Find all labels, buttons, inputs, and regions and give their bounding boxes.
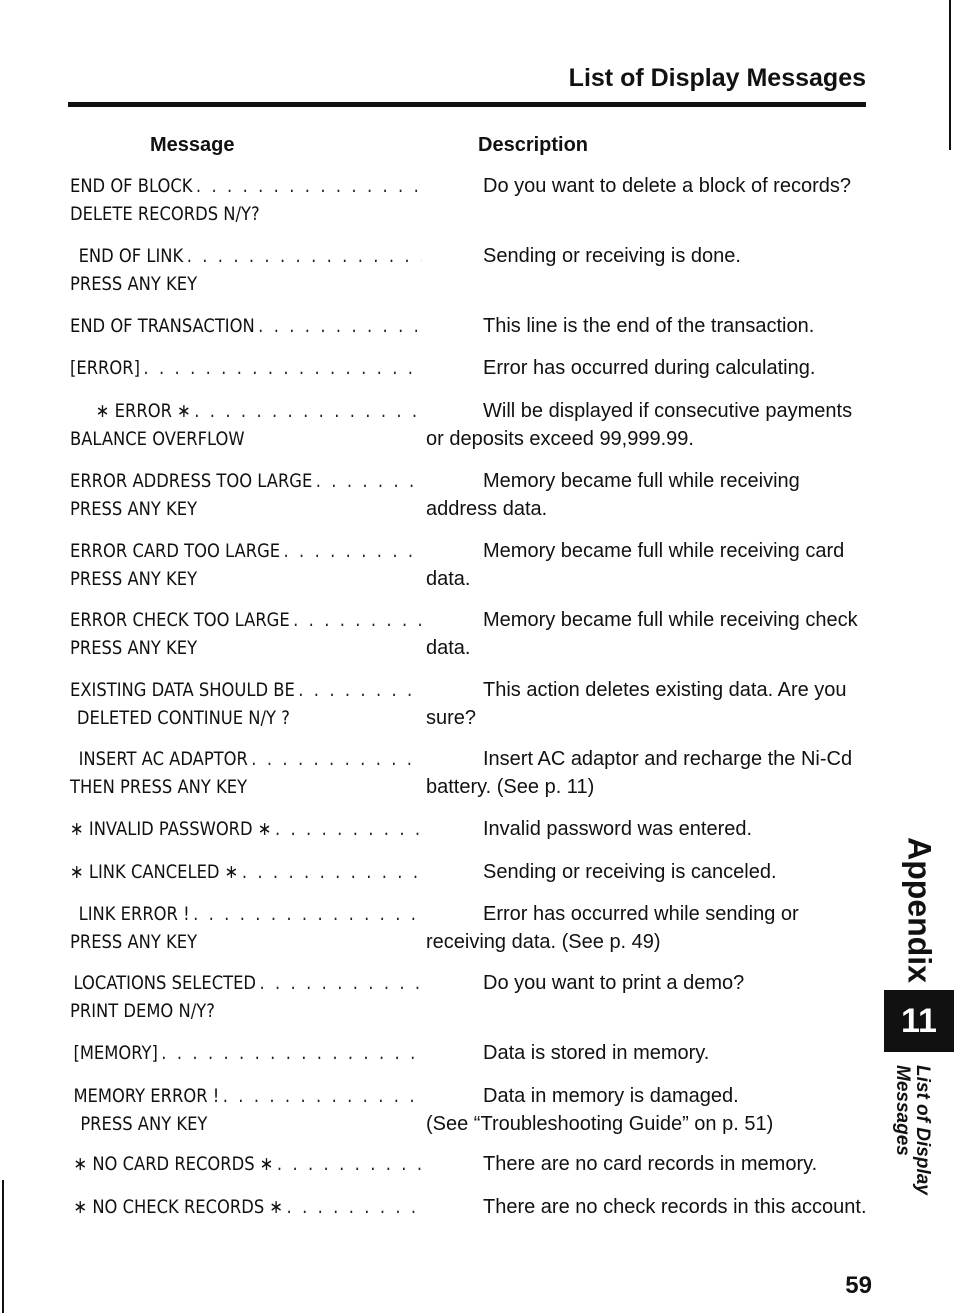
message-code [70,748,422,770]
message-description: Memory became full while receiving card [483,540,845,562]
page-number: 59 [845,1272,872,1299]
message-entry-line [70,1196,890,1224]
message-entry [70,357,890,385]
message-code [70,470,422,492]
message-entry [70,400,890,456]
message-code-continued [70,1000,422,1022]
message-entry-line [70,931,890,959]
message-entry-line [70,1000,890,1028]
title-rule [68,102,866,107]
message-entry-line [70,748,890,776]
message-code-text: INSERT AC ADAPTOR [78,748,248,770]
message-code-text: PRESS ANY KEY [70,273,198,295]
message-description: Error has occurred while sending or [483,903,799,925]
side-section-title-line: Messages [892,1065,913,1156]
side-section-label: Appendix [901,837,938,983]
message-code-text: BALANCE OVERFLOW [70,428,245,450]
message-entry-line [70,707,890,735]
message-description-continued: receiving data. (See p. 49) [426,931,661,953]
message-code-text: LINK ERROR ! [78,903,190,925]
message-description: Memory became full while receiving [483,470,800,492]
message-code-continued [70,428,422,450]
chapter-tab: 11 [884,990,954,1052]
message-entry-line [70,540,890,568]
message-entry [70,748,890,804]
message-entry-line [70,609,890,637]
message-description: Data is stored in memory. [483,1042,710,1064]
message-description-continued: address data. [426,498,548,520]
message-description: There are no card records in memory. [483,1153,818,1175]
message-entry-line [70,637,890,665]
message-code [70,175,422,197]
message-code-continued [70,776,422,798]
message-code [70,315,422,337]
message-description: This action deletes existing data. Are you [483,679,847,701]
message-entry [70,972,890,1028]
message-code-text: DELETE RECORDS N/Y? [70,203,260,225]
column-header-description: Description [478,134,589,156]
message-code [70,540,422,562]
message-code-text: END OF BLOCK [70,175,193,197]
message-code [70,1042,422,1064]
message-code-text: ∗ LINK CANCELED ∗ [70,861,239,883]
page-title: List of Display Messages [568,64,866,92]
message-entry [70,903,890,959]
message-code-text: THEN PRESS ANY KEY [70,776,248,798]
message-entry-line [70,498,890,526]
message-entry-line [70,428,890,456]
message-entry [70,609,890,665]
message-entry [70,861,890,889]
message-entry [70,679,890,735]
leader-dots [251,748,421,770]
message-description-continued: sure? [426,707,477,729]
message-description: Will be displayed if consecutive payments [483,400,853,422]
message-entry-line [70,203,890,231]
message-code-text: PRESS ANY KEY [70,568,198,590]
message-description: Do you want to print a demo? [483,972,745,994]
message-entry-line [70,972,890,1000]
message-description: This line is the end of the transaction. [483,315,815,337]
message-entry [70,1153,890,1181]
message-entry [70,315,890,343]
leader-dots [161,1042,421,1064]
message-entry-line [70,776,890,804]
message-code-text: ERROR ADDRESS TOO LARGE [70,470,313,492]
message-code-text: MEMORY ERROR ! [73,1085,220,1107]
message-entry-line [70,315,890,343]
message-description: Sending or receiving is done. [483,245,741,267]
message-code [70,1196,422,1218]
message-code [70,609,422,631]
message-entry-line [70,903,890,931]
leader-dots [193,903,422,925]
leader-dots [196,175,422,197]
message-entry [70,818,890,846]
message-entry [70,175,890,231]
message-code-text: LOCATIONS SELECTED [73,972,257,994]
message-entry-line [70,357,890,385]
message-code-continued [70,931,422,953]
message-entry [70,1042,890,1070]
message-code-text: ∗ ERROR ∗ [95,400,191,422]
message-entry [70,1085,890,1141]
message-description: There are no check records in this account. [483,1196,867,1218]
message-description-continued: or deposits exceed 99,999.99. [426,428,694,450]
scan-edge-line [2,1180,4,1313]
message-code [70,818,422,840]
leader-dots [283,540,421,562]
message-entry-line [70,175,890,203]
leader-dots [298,679,422,701]
side-section-title [892,1065,932,1215]
message-code-text: PRESS ANY KEY [70,498,198,520]
message-code [70,357,422,379]
message-code-text: PRINT DEMO N/Y? [70,1000,215,1022]
message-description-continued: battery. (See p. 11) [426,776,595,798]
message-entry-line [70,273,890,301]
message-description: Do you want to delete a block of records? [483,175,851,197]
leader-dots [187,245,422,267]
leader-dots [242,861,422,883]
message-code-continued [70,273,422,295]
message-entry-line [70,1042,890,1070]
message-code-text: PRESS ANY KEY [80,1113,208,1135]
message-code [70,861,422,883]
message-description-continued: data. [426,637,471,659]
leader-dots [194,400,421,422]
message-code-text: PRESS ANY KEY [70,931,198,953]
message-entry-line [70,400,890,428]
message-code [70,679,422,701]
message-code [70,903,422,925]
message-code-text: [MEMORY] [73,1042,158,1064]
leader-dots [143,357,421,379]
message-code-text: ERROR CARD TOO LARGE [70,540,281,562]
message-entry-line [70,470,890,498]
column-header-message: Message [150,134,235,156]
side-section-title-line: List of Display [912,1065,933,1195]
message-description: Sending or receiving is canceled. [483,861,777,883]
message-code-continued [70,637,422,659]
message-code-text: END OF TRANSACTION [70,315,255,337]
message-description: Memory became full while receiving check [483,609,858,631]
message-entry-line [70,1113,890,1141]
message-entry-line [70,1153,890,1181]
message-code [70,972,422,994]
message-code-continued [70,203,422,225]
message-description: Error has occurred during calculating. [483,357,816,379]
message-description: Insert AC adaptor and recharge the Ni-Cd [483,748,853,770]
scan-edge-line [949,0,951,150]
message-entry-line [70,861,890,889]
message-entry-line [70,568,890,596]
message-description: Data in memory is damaged. [483,1085,739,1107]
message-code-text: EXISTING DATA SHOULD BE [70,679,295,701]
message-code-text: PRESS ANY KEY [70,637,198,659]
message-code-text: ∗ INVALID PASSWORD ∗ [70,818,272,840]
leader-dots [293,609,422,631]
leader-dots [258,315,422,337]
message-code-text: ERROR CHECK TOO LARGE [70,609,290,631]
message-code [70,245,422,267]
leader-dots [223,1085,422,1107]
message-code-text: [ERROR] [70,357,140,379]
message-entry-line [70,679,890,707]
message-code-text: END OF LINK [78,245,184,267]
message-entry [70,1196,890,1224]
leader-dots [259,972,421,994]
message-entry [70,540,890,596]
message-description-continued: data. [426,568,471,590]
message-description: Invalid password was entered. [483,818,753,840]
message-description-continued: (See “Troubleshooting Guide” on p. 51) [426,1113,774,1135]
leader-dots [277,1153,422,1175]
message-entry-line [70,1085,890,1113]
message-code-continued [70,568,422,590]
message-code [70,1153,422,1175]
message-code-continued [70,498,422,520]
leader-dots [316,470,422,492]
message-code-text: ∗ NO CARD RECORDS ∗ [73,1153,274,1175]
message-entry [70,245,890,301]
message-code-continued [70,707,422,729]
message-entry-line [70,245,890,273]
message-code [70,1085,422,1107]
leader-dots [287,1196,422,1218]
message-code-continued [70,1113,422,1135]
message-code-text: DELETED CONTINUE N/Y ? [76,707,290,729]
message-code-text: ∗ NO CHECK RECORDS ∗ [73,1196,284,1218]
message-entry [70,470,890,526]
message-entry-line [70,818,890,846]
leader-dots [275,818,422,840]
message-code [70,400,422,422]
